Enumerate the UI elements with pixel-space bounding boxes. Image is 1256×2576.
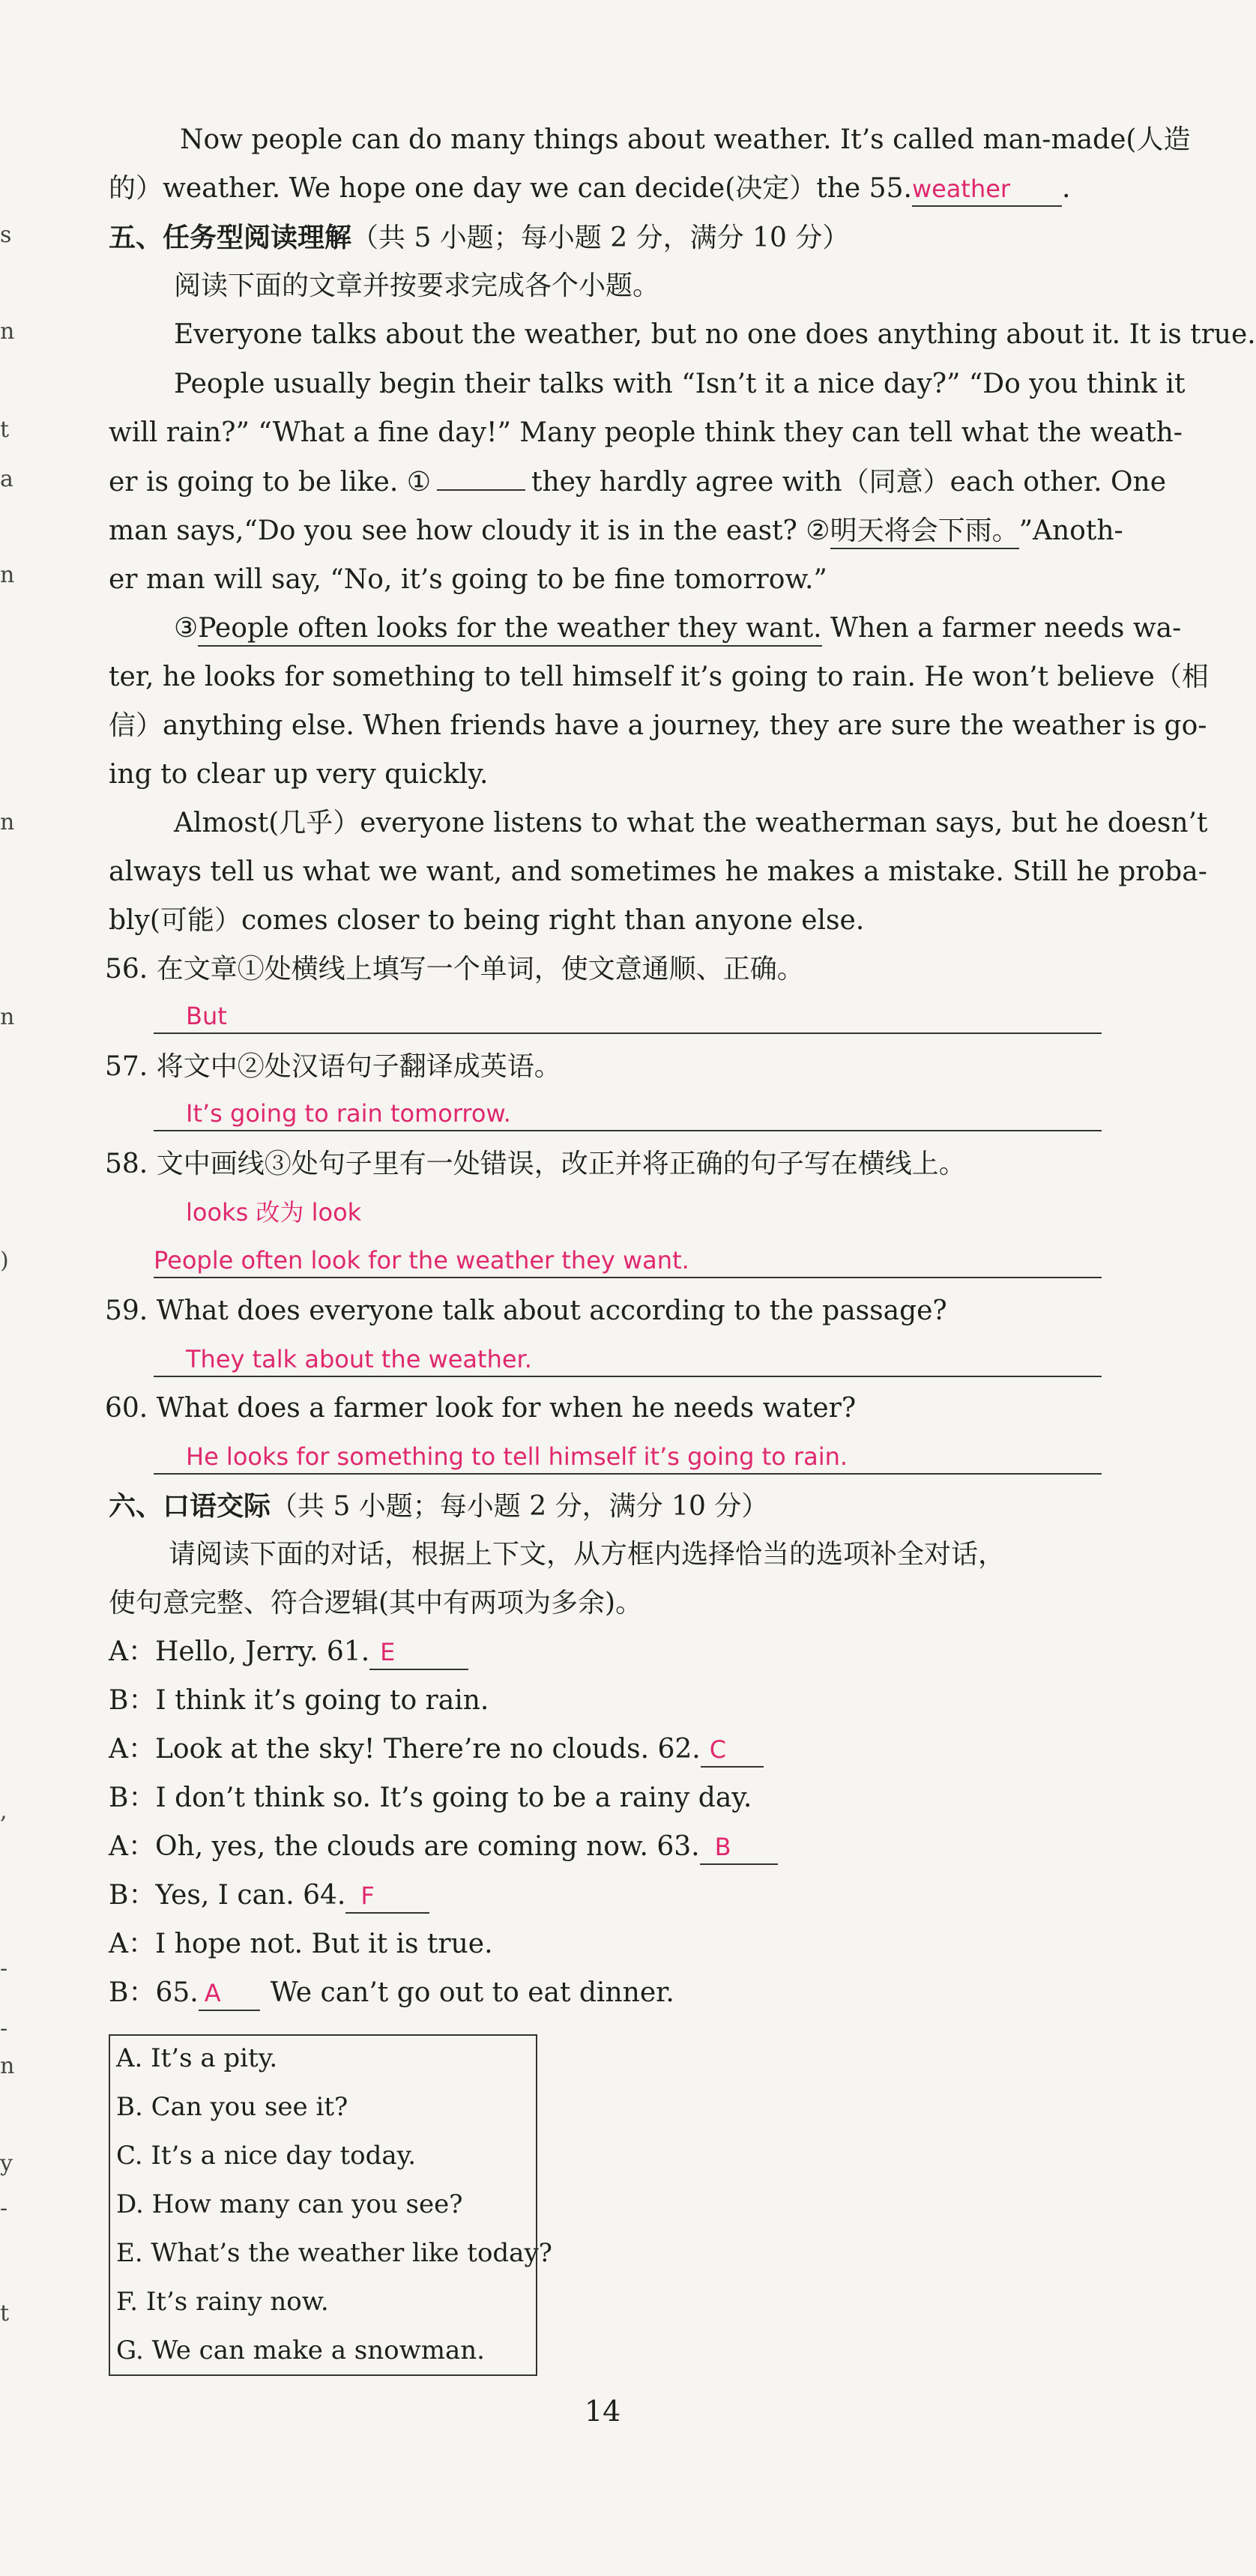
answer-55: weather	[911, 175, 1011, 203]
margin-mark: ,	[0, 1798, 7, 1824]
section-5-instruction: 阅读下面的文章并按要求完成各个小题。	[174, 270, 660, 301]
margin-mark: -	[0, 2195, 8, 2222]
section-6-title: 六、口语交际（共 5 小题；每小题 2 分，满分 10 分）	[109, 1490, 769, 1522]
dialogue-line: A：Oh, yes, the clouds are coming now. 63. B	[109, 1830, 778, 1865]
answer-63: B	[714, 1833, 731, 1861]
passage-line: People usually begin their talks with “Isn’t it a nice day?” “Do you think it	[174, 369, 1186, 399]
passage-line: will rain?” “What a fine day!” Many people think they can tell what the weath-	[109, 417, 1183, 448]
passage-line: er is going to be like. ① they hardly agree with（同意）each other. One	[109, 467, 1167, 498]
answer-line	[154, 1130, 1102, 1131]
passage-line: Almost(几乎）everyone listens to what the weatherman says, but he doesn’t	[174, 808, 1208, 838]
question-59: 59. What does everyone talk about according to the passage?	[105, 1295, 947, 1326]
passage-line: always tell us what we want, and sometimes he makes a mistake. Still he proba-	[109, 856, 1207, 887]
margin-mark: n	[0, 809, 15, 835]
dialogue-line: A：I hope not. But it is true.	[109, 1929, 493, 1959]
margin-mark: a	[0, 466, 13, 492]
dialogue-line: B：Yes, I can. 64. F	[109, 1879, 429, 1914]
margin-mark: t	[0, 417, 10, 443]
answer-56: But	[186, 1002, 227, 1030]
answer-61: E	[380, 1638, 396, 1666]
answer-59: They talk about the weather.	[186, 1345, 532, 1373]
passage-line: 信）anything else. When friends have a journey, they are sure the weather is go-	[109, 710, 1207, 741]
passage-line: Everyone talks about the weather, but no one does anything about it. It is true.	[174, 319, 1256, 350]
passage-line: man says,“Do you see how cloudy it is in the east? ②明天将会下雨。”Anoth-	[109, 515, 1123, 549]
margin-mark: s	[0, 222, 12, 248]
answer-65: A	[204, 1979, 221, 2007]
answer-line	[154, 1473, 1102, 1475]
dialogue-line: B：I don’t think so. It’s going to be a rainy day.	[109, 1783, 752, 1813]
margin-mark: y	[0, 2150, 13, 2177]
margin-mark: n	[0, 2053, 15, 2079]
question-60: 60. What does a farmer look for when he needs water?	[105, 1393, 857, 1424]
passage-line: 的）weather. We hope one day we can decide(决定）the 55.weather .	[109, 172, 1070, 207]
margin-mark: n	[0, 562, 15, 588]
option-e: E. What’s the weather like today?	[116, 2238, 552, 2268]
passage-line: Now people can do many things about weather. It’s called man-made(人造	[180, 124, 1191, 155]
dialogue-line: A：Look at the sky! There’re no clouds. 62. C	[109, 1733, 764, 1768]
answer-58-correction: looks 改为 look	[186, 1198, 362, 1227]
option-f: F. It’s rainy now.	[116, 2287, 329, 2317]
question-58: 58. 文中画线③处句子里有一处错误，改正并将正确的句子写在横线上。	[105, 1149, 966, 1179]
passage-line: er man will say, “No, it’s going to be fine tomorrow.”	[109, 564, 827, 595]
dialogue-line: B：65. A We can’t go out to eat dinner.	[109, 1977, 674, 2011]
passage-line: ter, he looks for something to tell himself it’s going to rain. He won’t believe（相	[109, 662, 1209, 692]
section-6-instruction: 使句意完整、符合逻辑(其中有两项为多余)。	[109, 1588, 643, 1618]
answer-60: He looks for something to tell himself it’s going to rain.	[186, 1442, 848, 1471]
dialogue-line: B：I think it’s going to rain.	[109, 1685, 489, 1716]
margin-mark: n	[0, 1004, 15, 1030]
answer-57: It’s going to rain tomorrow.	[186, 1099, 511, 1128]
question-57: 57. 将文中②处汉语句子翻译成英语。	[105, 1051, 561, 1082]
page-number: 14	[585, 2395, 621, 2428]
margin-mark: -	[0, 1956, 8, 1982]
option-c: C. It’s a nice day today.	[116, 2141, 417, 2171]
margin-mark: t	[0, 2300, 10, 2326]
option-a: A. It’s a pity.	[116, 2043, 278, 2073]
option-d: D. How many can you see?	[116, 2189, 463, 2219]
answer-line	[154, 1032, 1102, 1034]
passage-line: ing to clear up very quickly.	[109, 759, 489, 790]
dialogue-line: A：Hello, Jerry. 61. E	[109, 1636, 468, 1670]
option-g: G. We can make a snowman.	[116, 2335, 485, 2365]
passage-line: ③People often looks for the weather they want. When a farmer needs wa-	[174, 612, 1181, 647]
margin-mark: )	[0, 1248, 9, 1274]
answer-line	[154, 1376, 1102, 1377]
option-b: B. Can you see it?	[116, 2092, 348, 2122]
margin-mark: n	[0, 318, 15, 345]
margin-mark: -	[0, 2016, 8, 2042]
answer-58-sentence: People often look for the weather they want.	[154, 1246, 689, 1275]
passage-line: bly(可能）comes closer to being right than anyone else.	[109, 905, 865, 936]
answer-62: C	[709, 1735, 727, 1764]
options-box	[109, 2034, 552, 2376]
answer-64: F	[360, 1881, 375, 1910]
section-5-title: 五、任务型阅读理解（共 5 小题；每小题 2 分，满分 10 分）	[109, 222, 850, 253]
question-56: 56. 在文章①处横线上填写一个单词，使文意通顺、正确。	[105, 954, 804, 985]
underlined-sentence: People often looks for the weather they want.	[198, 612, 821, 647]
answer-line	[154, 1277, 1102, 1278]
section-6-instruction: 请阅读下面的对话，根据上下文，从方框内选择恰当的选项补全对话，	[169, 1539, 1006, 1570]
